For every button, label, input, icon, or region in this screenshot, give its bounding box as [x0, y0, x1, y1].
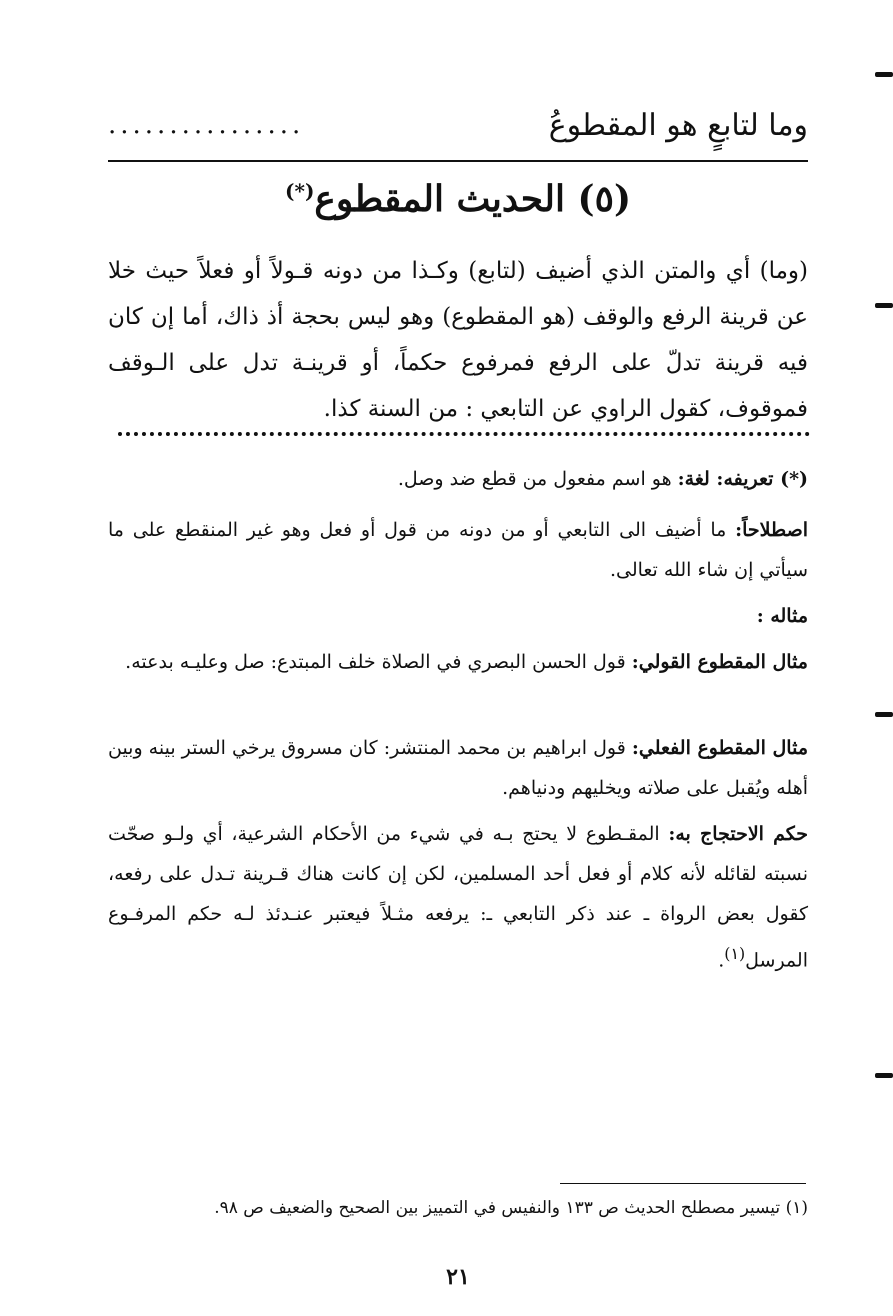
scan-edge-mark [875, 1073, 893, 1078]
note-text: هو اسم مفعول من قطع ضد وصل. [397, 468, 672, 490]
chapter-title [108, 178, 808, 238]
note-text: قول ابراهيم بن محمد المنتشر: كان مسروق يرخي الستر بينه وبين أهله ويُقبل على صلاته ويخليهم ودنياهم. [107, 737, 808, 799]
note-label: حكم الاحتجاج به: [668, 823, 808, 845]
note-label: مثاله : [756, 605, 808, 627]
footnote: (١) تيسير مصطلح الحديث ص ١٣٣ والنفيس في التمييز بين الصحيح والضعيف ص ٩٨. [214, 1198, 808, 1218]
note-technical [108, 510, 808, 590]
page-number: ٢١ [446, 1264, 470, 1290]
footnote-reference: (١) [724, 944, 746, 963]
note-verbal-example [108, 642, 808, 682]
scan-edge-mark [875, 303, 893, 308]
header-rule [108, 160, 808, 162]
running-header [108, 100, 808, 150]
intro-line: فيه قرينة تدلّ على الرفع فمرفوع حكماً، أو قرينـة تدل على الـوقف فموقوف، [108, 350, 808, 422]
note-practical-example [108, 728, 808, 808]
note-end: . [718, 949, 725, 972]
note-definition [108, 459, 808, 499]
note-text: المقـطوع لا يحتج بـه في شيء من الأحكام الشرعية، أي ولـو صحّت نسبته لقائله لأنه كلام أو فعل أحد المسلمين، لكن إن كانت هناك قـرينة تـدل على رفعه، كقول بعض الرواة ـ عند ذكر التابعي ـ: يرفعه مثـلاً فيعتبر عنـدئذ لـه حكم المرفـوع المرسل [108, 823, 808, 972]
note-label: (*) تعريفه: لغة: [677, 468, 808, 490]
dotted-separator [118, 432, 810, 436]
intro-paragraph [108, 248, 808, 432]
note-text: قول الحسن البصري في الصلاة خلف المبتدع: صل وعليـه بدعته. [125, 651, 626, 673]
note-example-heading [108, 596, 808, 636]
footnote-rule [560, 1183, 806, 1184]
note-label: اصطلاحاً: [735, 519, 808, 541]
header-dots: ................ [108, 110, 305, 140]
note-label: مثال المقطوع القولي: [631, 651, 808, 673]
intro-line: خلا عن قرينة الرفع والوقف (هو المقطوع) وهو ليس بحجة أذ ذاك، أما إن كان [108, 258, 808, 330]
scan-edge-mark [875, 712, 893, 717]
note-ruling [108, 814, 808, 980]
note-label: مثال المقطوع الفعلي: [631, 737, 808, 759]
scan-edge-mark [875, 72, 893, 77]
chapter-title-text: (٥) الحديث المقطوع [314, 178, 631, 220]
note-text: ما أضيف الى التابعي أو من دونه من قول أو فعل وهو غير المنقطع على ما سيأتي إن شاء الله تعالى. [108, 519, 808, 581]
intro-line: كقول الراوي عن التابعي : من السنة كذا. [323, 396, 711, 422]
header-verse: وما لتابعٍ هو المقطوعُ [548, 107, 808, 143]
title-note-marker: (*) [285, 179, 315, 203]
intro-line: (وما) أي والمتن الذي أضيف (لتابع) وكـذا من دونه قـولاً أو فعلاً حيث [145, 258, 808, 284]
